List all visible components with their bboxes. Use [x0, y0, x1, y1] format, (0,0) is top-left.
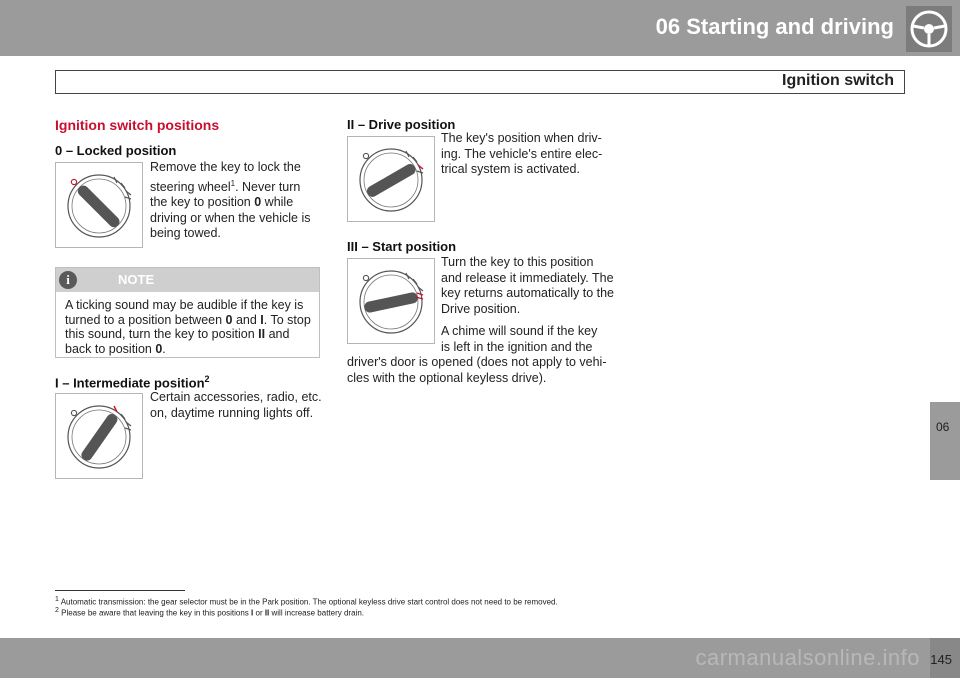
section-header-box [55, 70, 905, 94]
footnote-divider [55, 590, 185, 591]
section-title: Ignition switch [782, 72, 894, 89]
steering-wheel-icon [906, 6, 952, 52]
note-box [55, 267, 320, 358]
position-3-chime-text-b: driver's door is opened (does not apply to vehi-cles with the optional keyless drive). [347, 355, 607, 385]
header-bar [0, 0, 960, 56]
watermark: carmanualsonline.info [695, 645, 920, 670]
position-2-text: The key's position when driv-ing. The vehicle's entire elec-trical system is activated. [441, 131, 603, 176]
note-header [56, 268, 319, 292]
footer-bar [0, 638, 960, 678]
ignition-position-2-image [347, 136, 435, 222]
position-1-heading: I – Intermediate position$^2$ [55, 374, 210, 391]
note-label: NOTE [118, 272, 155, 287]
chapter-tab-label: 06 [936, 420, 950, 434]
footnote-2: $^2$ Please be aware that leaving the key in this positions I or II will increase battery drain. [55, 607, 364, 618]
section-heading: Ignition switch positions [55, 117, 220, 133]
position-3-heading: III – Start position [347, 239, 457, 254]
position-0-heading: 0 – Locked position [55, 143, 177, 158]
position-2-heading: II – Drive position [347, 117, 456, 132]
position-3-chime-text-a: A chime will sound if the key is left in the ignition and the [441, 324, 598, 354]
note-text: A ticking sound may be audible if the key is turned to a position between 0 and I. To stop this sound, turn the key to position II and back to position 0. [65, 298, 311, 356]
ignition-position-0-image [55, 162, 143, 248]
chapter-side-tab [930, 402, 960, 480]
position-1-text: Certain accessories, radio, etc. on, daytime running lights off. [150, 390, 322, 420]
chapter-title: 06 Starting and driving [655, 14, 894, 39]
footnote-1: $^1$ Automatic transmission: the gear selector must be in the Park position. The optional keyless drive start control does not need to be removed. [55, 596, 558, 607]
position-3-text: Turn the key to this position and release it immediately. The key returns automatically to the Drive position. [441, 255, 614, 316]
ignition-position-3-image [347, 258, 435, 344]
page-number-box [930, 638, 960, 678]
info-icon: i [59, 271, 77, 289]
position-0-text: Remove the key to lock the steering wheel$^1$. Never turn the key to position 0 while driving or when the vehicle is being towed. [150, 160, 311, 241]
page-number: 145 [930, 652, 952, 667]
ignition-position-1-image [55, 393, 143, 479]
